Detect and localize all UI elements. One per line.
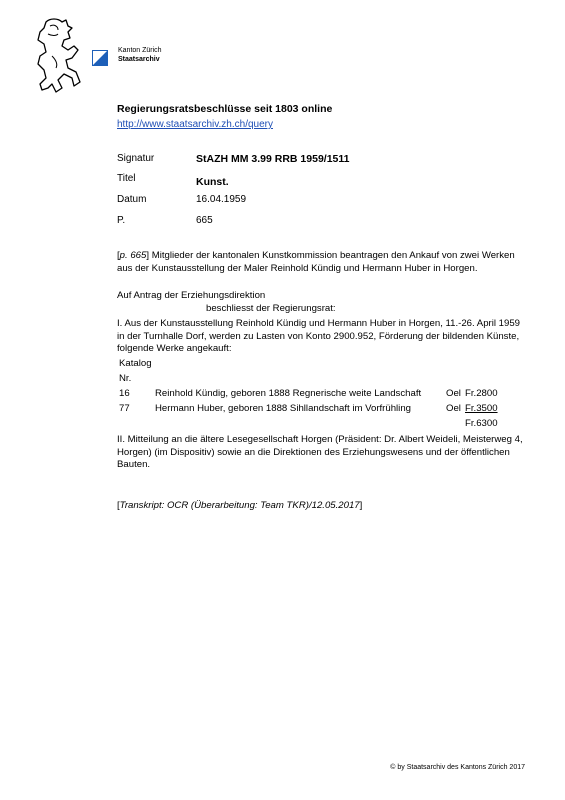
meta-label: P. [117,215,126,226]
meta-label: Titel [117,173,136,184]
zurich-flag-icon [92,50,108,66]
meta-label: Signatur [117,153,155,164]
catalog-medium: Oel [446,403,461,414]
catalog-medium: Oel [446,388,461,399]
antrag-line: Auf Antrag der Erziehungsdirektion [117,290,266,301]
intro-text: Mitglieder der kantonalen Kunstkommission beantragen den Ankauf von zwei Werken aus der Kunstausstellung der Maler Reinhold Kündig und Hermann Huber in Horgen. [117,250,515,274]
catalog-nr: 77 [119,403,130,414]
meta-label: Datum [117,194,147,205]
catalog-total: Fr.6300 [465,418,498,429]
zurich-lion-logo [28,16,88,96]
beschliesst-line: beschliesst der Regierungsrat: [206,303,336,314]
archive-query-link[interactable]: http://www.staatsarchiv.zh.ch/query [117,119,273,130]
section-one: I. Aus der Kunstausstellung Reinhold Kündig und Hermann Huber in Horgen, 11.-26. April 1959 in der Turnhalle Dorf, werden zu Lasten von Konto 2900.952, Förderung der bildenden Künste, folgende Werke angekauft: [117,318,521,354]
archiv-label: Staatsarchiv [118,56,160,63]
kanton-label: Kanton Zürich [118,47,162,54]
catalog-nr-label: Nr. [119,373,132,384]
catalog-desc: Reinhold Kündig, geboren 1888 Regnerische weite Landschaft [155,388,422,399]
intro-paragraph: [p. 665] Mitglieder der kantonalen Kunstkommission beantragen den Ankauf von zwei Werken aus der Kunstausstellung der Maler Reinhold Kündig und Hermann Huber in Horgen. [117,250,515,274]
meta-value: Kunst. [196,176,229,188]
transcript-note: [Transkript: OCR (Überarbeitung: Team TKR)/12.05.2017] [117,500,363,511]
catalog-label: Katalog [119,358,152,369]
meta-value: StAZH MM 3.99 RRB 1959/1511 [196,153,350,165]
institution-name [118,46,162,64]
meta-value: 16.04.1959 [196,194,247,205]
page-reference: p. 665 [119,250,147,261]
catalog-price: Fr.2800 [465,388,498,399]
copyright-footer: © by Staatsarchiv des Kantons Zürich 2017 [390,764,525,771]
catalog-nr: 16 [119,388,130,399]
meta-value: 665 [196,215,213,226]
transcript-text: Transkript: OCR (Überarbeitung: Team TKR)/12.05.2017 [119,500,360,511]
catalog-price: Fr.3500 [465,403,498,414]
page-title: Regierungsratsbeschlüsse seit 1803 online [117,103,333,115]
catalog-desc: Hermann Huber, geboren 1888 Sihllandschaft im Vorfrühling [155,403,411,414]
section-two: II. Mitteilung an die ältere Lesegesellschaft Horgen (Präsident: Dr. Albert Weideli, Meisterweg 4, Horgen) (im Dispositiv) sowie an die Direktionen des Erziehungswesens und der öffentlichen Bauten. [117,434,523,470]
